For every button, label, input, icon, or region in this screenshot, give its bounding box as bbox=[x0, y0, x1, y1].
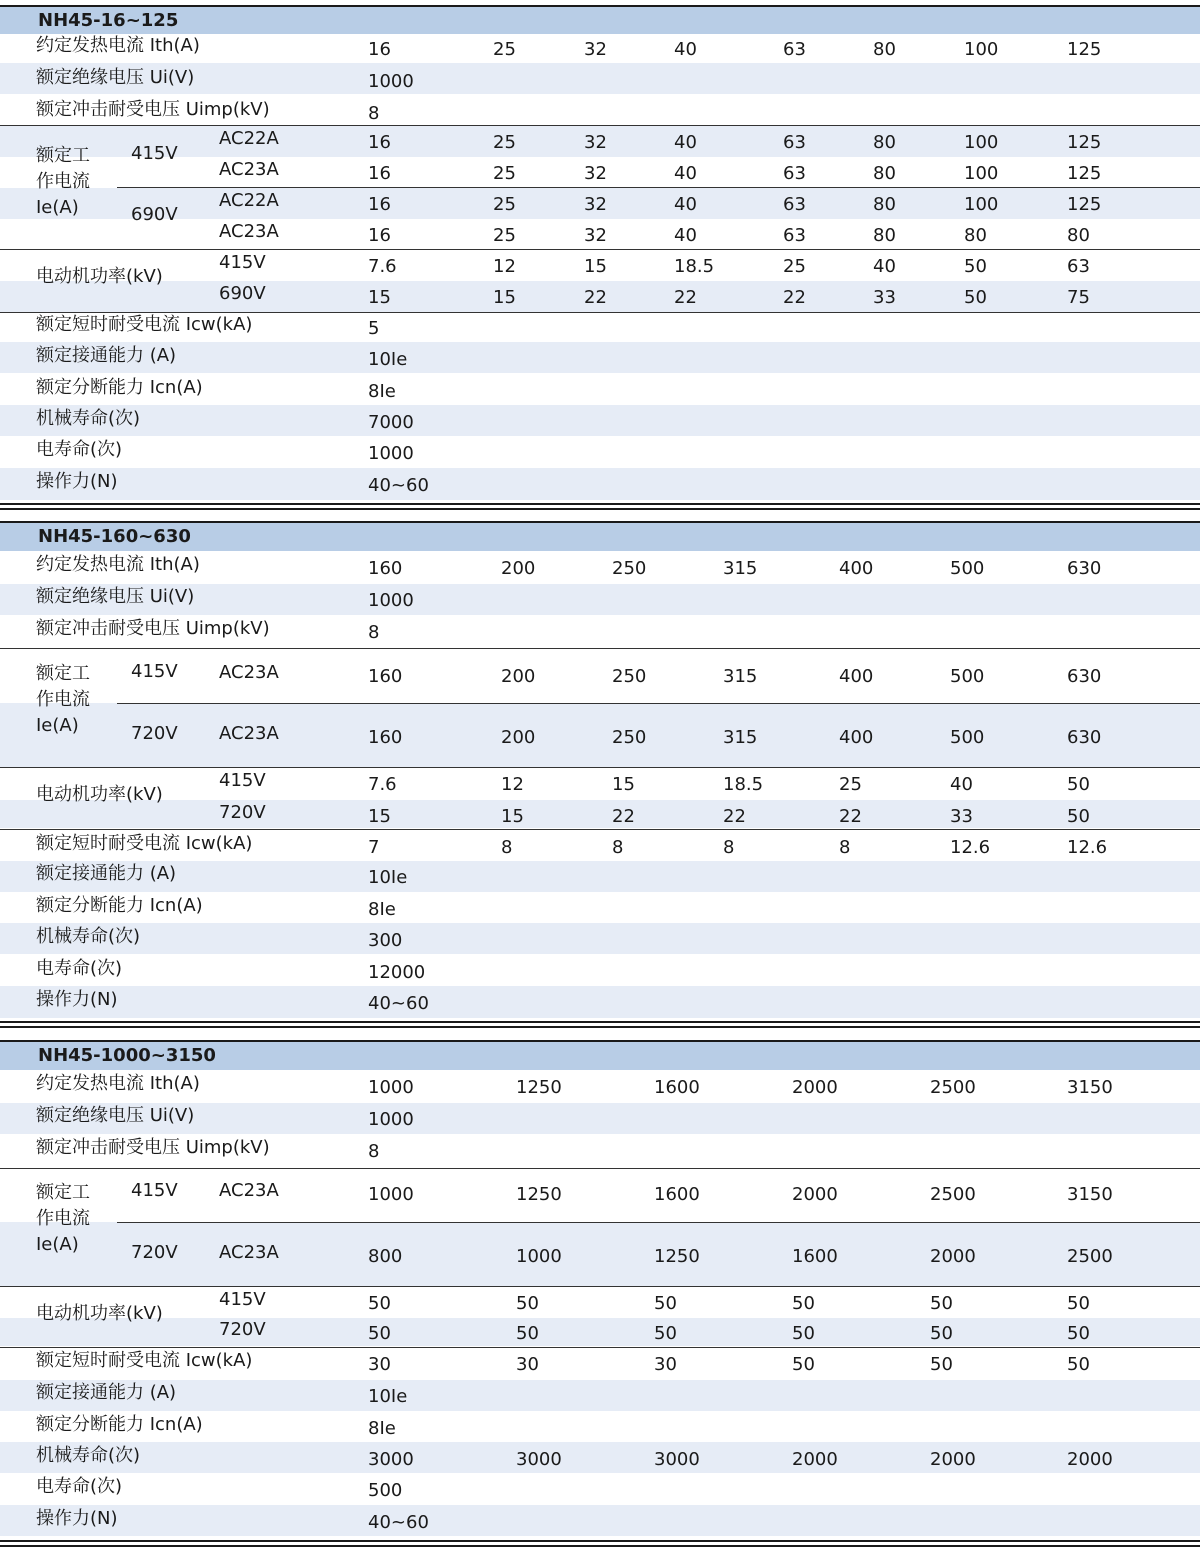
value-cell: 40 bbox=[674, 39, 697, 60]
value-cell: 125 bbox=[1067, 39, 1102, 60]
value-cell: 80 bbox=[873, 194, 896, 215]
param-label: 操作力(N) bbox=[36, 471, 118, 492]
value-cell: 16 bbox=[368, 225, 391, 246]
sub-label: AC22A bbox=[219, 128, 279, 149]
value-cell: 8Ie bbox=[368, 1418, 396, 1439]
value-cell: 2000 bbox=[792, 1184, 838, 1205]
divider-line bbox=[117, 187, 1200, 188]
divider-line bbox=[0, 125, 1200, 126]
value-cell: 50 bbox=[964, 287, 987, 308]
sub-label: 415V bbox=[219, 252, 266, 273]
param-label: 额定短时耐受电流 Icw(kA) bbox=[36, 1350, 253, 1371]
value-cell: 50 bbox=[1067, 806, 1090, 827]
param-label: 约定发热电流 Ith(A) bbox=[36, 554, 200, 575]
group-label: Ie(A) bbox=[36, 715, 79, 736]
group-label: 415V bbox=[131, 1180, 178, 1201]
divider-line bbox=[0, 1286, 1200, 1287]
group-label: 作电流 bbox=[36, 171, 90, 192]
group-label: 电动机功率(kV) bbox=[36, 784, 163, 805]
value-cell: 18.5 bbox=[723, 774, 764, 795]
value-cell: 2000 bbox=[930, 1449, 976, 1470]
value-cell: 800 bbox=[368, 1246, 403, 1267]
value-cell: 25 bbox=[493, 194, 516, 215]
value-cell: 8 bbox=[368, 622, 380, 643]
value-cell: 125 bbox=[1067, 132, 1102, 153]
value-cell: 100 bbox=[964, 194, 999, 215]
param-label: 电寿命(次) bbox=[36, 1476, 123, 1497]
value-cell: 50 bbox=[930, 1354, 953, 1375]
section-title: NH45-16~125 bbox=[0, 5, 1200, 34]
value-cell: 15 bbox=[368, 806, 391, 827]
value-cell: 2000 bbox=[792, 1449, 838, 1470]
value-cell: 25 bbox=[493, 225, 516, 246]
value-cell: 50 bbox=[964, 256, 987, 277]
value-cell: 1250 bbox=[516, 1184, 562, 1205]
value-cell: 16 bbox=[368, 39, 391, 60]
param-label: 额定分断能力 Icn(A) bbox=[36, 1414, 203, 1435]
value-cell: 80 bbox=[873, 39, 896, 60]
divider-line bbox=[0, 1168, 1200, 1169]
sub-label: 415V bbox=[219, 1289, 266, 1310]
value-cell: 12 bbox=[493, 256, 516, 277]
row-band bbox=[0, 1222, 1200, 1286]
value-cell: 50 bbox=[792, 1323, 815, 1344]
value-cell: 100 bbox=[964, 39, 999, 60]
value-cell: 50 bbox=[516, 1323, 539, 1344]
value-cell: 125 bbox=[1067, 163, 1102, 184]
param-label: 机械寿命(次) bbox=[36, 408, 141, 429]
group-label: 额定工 bbox=[36, 145, 90, 166]
value-cell: 22 bbox=[674, 287, 697, 308]
value-cell: 50 bbox=[516, 1293, 539, 1314]
value-cell: 25 bbox=[493, 163, 516, 184]
value-cell: 630 bbox=[1067, 727, 1102, 748]
row-band bbox=[0, 1442, 1200, 1473]
group-label: 额定工 bbox=[36, 663, 90, 684]
value-cell: 200 bbox=[501, 666, 536, 687]
param-label: 额定分断能力 Icn(A) bbox=[36, 377, 203, 398]
value-cell: 3000 bbox=[516, 1449, 562, 1470]
value-cell: 3000 bbox=[368, 1449, 414, 1470]
value-cell: 10Ie bbox=[368, 1386, 408, 1407]
value-cell: 500 bbox=[950, 558, 985, 579]
row-band bbox=[0, 1318, 1200, 1346]
section-end-rule bbox=[0, 1540, 1200, 1547]
param-label: 额定接通能力 (A) bbox=[36, 345, 177, 366]
group-label: 电动机功率(kV) bbox=[36, 266, 163, 287]
section-end-rule bbox=[0, 1021, 1200, 1028]
value-cell: 3000 bbox=[654, 1449, 700, 1470]
param-label: 操作力(N) bbox=[36, 1508, 118, 1529]
param-label: 约定发热电流 Ith(A) bbox=[36, 35, 200, 56]
value-cell: 50 bbox=[1067, 1323, 1090, 1344]
param-label: 额定冲击耐受电压 Uimp(kV) bbox=[36, 618, 270, 639]
value-cell: 250 bbox=[612, 666, 647, 687]
sub-label: 720V bbox=[219, 802, 266, 823]
value-cell: 50 bbox=[1067, 1354, 1090, 1375]
value-cell: 50 bbox=[654, 1323, 677, 1344]
value-cell: 8 bbox=[501, 837, 513, 858]
value-cell: 25 bbox=[839, 774, 862, 795]
value-cell: 3150 bbox=[1067, 1077, 1113, 1098]
value-cell: 100 bbox=[964, 163, 999, 184]
param-label: 额定接通能力 (A) bbox=[36, 1382, 177, 1403]
value-cell: 8Ie bbox=[368, 381, 396, 402]
value-cell: 15 bbox=[584, 256, 607, 277]
value-cell: 8 bbox=[368, 1141, 380, 1162]
row-band bbox=[0, 861, 1200, 892]
value-cell: 630 bbox=[1067, 666, 1102, 687]
value-cell: 80 bbox=[873, 132, 896, 153]
sub-label: AC23A bbox=[219, 159, 279, 180]
divider-line bbox=[0, 1347, 1200, 1348]
value-cell: 40 bbox=[674, 225, 697, 246]
value-cell: 250 bbox=[612, 727, 647, 748]
value-cell: 30 bbox=[368, 1354, 391, 1375]
param-label: 电寿命(次) bbox=[36, 439, 123, 460]
value-cell: 10Ie bbox=[368, 867, 408, 888]
param-label: 约定发热电流 Ith(A) bbox=[36, 1073, 200, 1094]
sub-label: AC22A bbox=[219, 190, 279, 211]
group-label: 415V bbox=[131, 143, 178, 164]
value-cell: 160 bbox=[368, 666, 403, 687]
value-cell: 2500 bbox=[930, 1077, 976, 1098]
value-cell: 63 bbox=[783, 132, 806, 153]
divider-line bbox=[117, 1222, 1200, 1223]
value-cell: 300 bbox=[368, 930, 403, 951]
value-cell: 200 bbox=[501, 558, 536, 579]
value-cell: 12.6 bbox=[950, 837, 991, 858]
row-band bbox=[0, 342, 1200, 373]
value-cell: 160 bbox=[368, 558, 403, 579]
value-cell: 10Ie bbox=[368, 349, 408, 370]
param-label: 额定绝缘电压 Ui(V) bbox=[36, 586, 195, 607]
value-cell: 32 bbox=[584, 194, 607, 215]
value-cell: 80 bbox=[873, 225, 896, 246]
value-cell: 63 bbox=[783, 225, 806, 246]
value-cell: 32 bbox=[584, 225, 607, 246]
group-label: 720V bbox=[131, 1242, 178, 1263]
value-cell: 22 bbox=[723, 806, 746, 827]
value-cell: 30 bbox=[654, 1354, 677, 1375]
value-cell: 63 bbox=[783, 163, 806, 184]
value-cell: 1000 bbox=[368, 71, 414, 92]
section-title: NH45-160~630 bbox=[0, 521, 1200, 551]
value-cell: 1000 bbox=[368, 1077, 414, 1098]
value-cell: 1000 bbox=[368, 1184, 414, 1205]
group-label: Ie(A) bbox=[36, 197, 79, 218]
value-cell: 2000 bbox=[792, 1077, 838, 1098]
value-cell: 50 bbox=[1067, 774, 1090, 795]
value-cell: 15 bbox=[501, 806, 524, 827]
param-label: 额定绝缘电压 Ui(V) bbox=[36, 1105, 195, 1126]
param-label: 额定接通能力 (A) bbox=[36, 863, 177, 884]
value-cell: 80 bbox=[873, 163, 896, 184]
value-cell: 25 bbox=[493, 39, 516, 60]
value-cell: 22 bbox=[839, 806, 862, 827]
value-cell: 2500 bbox=[1067, 1246, 1113, 1267]
value-cell: 3150 bbox=[1067, 1184, 1113, 1205]
value-cell: 400 bbox=[839, 666, 874, 687]
group-label: Ie(A) bbox=[36, 1234, 79, 1255]
group-label: 720V bbox=[131, 723, 178, 744]
value-cell: 80 bbox=[964, 225, 987, 246]
value-cell: 40~60 bbox=[368, 475, 429, 496]
value-cell: 1250 bbox=[654, 1246, 700, 1267]
value-cell: 7.6 bbox=[368, 256, 397, 277]
value-cell: 2000 bbox=[930, 1246, 976, 1267]
row-band bbox=[0, 468, 1200, 500]
value-cell: 160 bbox=[368, 727, 403, 748]
value-cell: 5 bbox=[368, 318, 380, 339]
group-label: 额定工 bbox=[36, 1182, 90, 1203]
param-label: 机械寿命(次) bbox=[36, 1445, 141, 1466]
divider-line bbox=[0, 249, 1200, 250]
value-cell: 25 bbox=[783, 256, 806, 277]
value-cell: 400 bbox=[839, 727, 874, 748]
param-label: 额定分断能力 Icn(A) bbox=[36, 895, 203, 916]
param-label: 额定冲击耐受电压 Uimp(kV) bbox=[36, 99, 270, 120]
value-cell: 500 bbox=[368, 1480, 403, 1501]
param-label: 额定短时耐受电流 Icw(kA) bbox=[36, 833, 253, 854]
value-cell: 12000 bbox=[368, 962, 426, 983]
value-cell: 40 bbox=[674, 194, 697, 215]
value-cell: 18.5 bbox=[674, 256, 715, 277]
value-cell: 40~60 bbox=[368, 993, 429, 1014]
sub-label: AC23A bbox=[219, 221, 279, 242]
sub-label: AC23A bbox=[219, 723, 279, 744]
value-cell: 25 bbox=[493, 132, 516, 153]
sub-label: 690V bbox=[219, 283, 266, 304]
value-cell: 12.6 bbox=[1067, 837, 1108, 858]
value-cell: 50 bbox=[792, 1293, 815, 1314]
value-cell: 63 bbox=[783, 194, 806, 215]
value-cell: 50 bbox=[930, 1323, 953, 1344]
sub-label: 415V bbox=[219, 770, 266, 791]
param-label: 额定绝缘电压 Ui(V) bbox=[36, 67, 195, 88]
value-cell: 30 bbox=[516, 1354, 539, 1375]
value-cell: 80 bbox=[1067, 225, 1090, 246]
divider-line bbox=[0, 829, 1200, 830]
value-cell: 8Ie bbox=[368, 899, 396, 920]
value-cell: 33 bbox=[950, 806, 973, 827]
value-cell: 15 bbox=[368, 287, 391, 308]
value-cell: 40 bbox=[873, 256, 896, 277]
value-cell: 16 bbox=[368, 132, 391, 153]
value-cell: 32 bbox=[584, 39, 607, 60]
row-band bbox=[0, 1505, 1200, 1536]
value-cell: 315 bbox=[723, 727, 758, 748]
divider-line bbox=[0, 648, 1200, 649]
value-cell: 2500 bbox=[930, 1184, 976, 1205]
param-label: 电寿命(次) bbox=[36, 958, 123, 979]
value-cell: 22 bbox=[783, 287, 806, 308]
value-cell: 315 bbox=[723, 666, 758, 687]
value-cell: 1250 bbox=[516, 1077, 562, 1098]
row-band bbox=[0, 800, 1200, 828]
value-cell: 40~60 bbox=[368, 1512, 429, 1533]
value-cell: 7000 bbox=[368, 412, 414, 433]
value-cell: 1600 bbox=[792, 1246, 838, 1267]
sub-label: AC23A bbox=[219, 662, 279, 683]
value-cell: 32 bbox=[584, 163, 607, 184]
value-cell: 12 bbox=[501, 774, 524, 795]
value-cell: 63 bbox=[1067, 256, 1090, 277]
value-cell: 250 bbox=[612, 558, 647, 579]
value-cell: 315 bbox=[723, 558, 758, 579]
divider-line bbox=[117, 703, 1200, 704]
value-cell: 50 bbox=[792, 1354, 815, 1375]
param-label: 额定冲击耐受电压 Uimp(kV) bbox=[36, 1137, 270, 1158]
value-cell: 50 bbox=[368, 1323, 391, 1344]
divider-line bbox=[0, 312, 1200, 313]
value-cell: 16 bbox=[368, 194, 391, 215]
group-label: 415V bbox=[131, 661, 178, 682]
sub-label: AC23A bbox=[219, 1242, 279, 1263]
group-label: 作电流 bbox=[36, 689, 90, 710]
section-title: NH45-1000~3150 bbox=[0, 1040, 1200, 1070]
divider-line bbox=[0, 767, 1200, 768]
value-cell: 15 bbox=[612, 774, 635, 795]
value-cell: 8 bbox=[612, 837, 624, 858]
value-cell: 40 bbox=[674, 163, 697, 184]
value-cell: 50 bbox=[1067, 1293, 1090, 1314]
value-cell: 50 bbox=[930, 1293, 953, 1314]
value-cell: 7.6 bbox=[368, 774, 397, 795]
group-label: 690V bbox=[131, 204, 178, 225]
sub-label: AC23A bbox=[219, 1180, 279, 1201]
value-cell: 75 bbox=[1067, 287, 1090, 308]
value-cell: 1000 bbox=[368, 443, 414, 464]
value-cell: 16 bbox=[368, 163, 391, 184]
param-label: 额定短时耐受电流 Icw(kA) bbox=[36, 314, 253, 335]
value-cell: 1000 bbox=[516, 1246, 562, 1267]
section-end-rule bbox=[0, 503, 1200, 510]
value-cell: 500 bbox=[950, 727, 985, 748]
value-cell: 125 bbox=[1067, 194, 1102, 215]
param-label: 操作力(N) bbox=[36, 989, 118, 1010]
value-cell: 22 bbox=[584, 287, 607, 308]
value-cell: 8 bbox=[723, 837, 735, 858]
row-band bbox=[0, 986, 1200, 1018]
value-cell: 63 bbox=[783, 39, 806, 60]
value-cell: 33 bbox=[873, 287, 896, 308]
value-cell: 1600 bbox=[654, 1184, 700, 1205]
value-cell: 1000 bbox=[368, 590, 414, 611]
value-cell: 630 bbox=[1067, 558, 1102, 579]
value-cell: 8 bbox=[368, 103, 380, 124]
value-cell: 1000 bbox=[368, 1109, 414, 1130]
group-label: 电动机功率(kV) bbox=[36, 1303, 163, 1324]
value-cell: 200 bbox=[501, 727, 536, 748]
value-cell: 22 bbox=[612, 806, 635, 827]
param-label: 机械寿命(次) bbox=[36, 926, 141, 947]
sub-label: 720V bbox=[219, 1319, 266, 1340]
value-cell: 1600 bbox=[654, 1077, 700, 1098]
group-label: 作电流 bbox=[36, 1208, 90, 1229]
value-cell: 8 bbox=[839, 837, 851, 858]
value-cell: 40 bbox=[674, 132, 697, 153]
value-cell: 7 bbox=[368, 837, 380, 858]
value-cell: 2000 bbox=[1067, 1449, 1113, 1470]
value-cell: 100 bbox=[964, 132, 999, 153]
value-cell: 400 bbox=[839, 558, 874, 579]
row-band bbox=[0, 703, 1200, 767]
row-band bbox=[0, 923, 1200, 954]
row-band bbox=[0, 405, 1200, 436]
value-cell: 500 bbox=[950, 666, 985, 687]
value-cell: 50 bbox=[654, 1293, 677, 1314]
value-cell: 50 bbox=[368, 1293, 391, 1314]
value-cell: 15 bbox=[493, 287, 516, 308]
value-cell: 32 bbox=[584, 132, 607, 153]
row-band bbox=[0, 1380, 1200, 1411]
value-cell: 40 bbox=[950, 774, 973, 795]
